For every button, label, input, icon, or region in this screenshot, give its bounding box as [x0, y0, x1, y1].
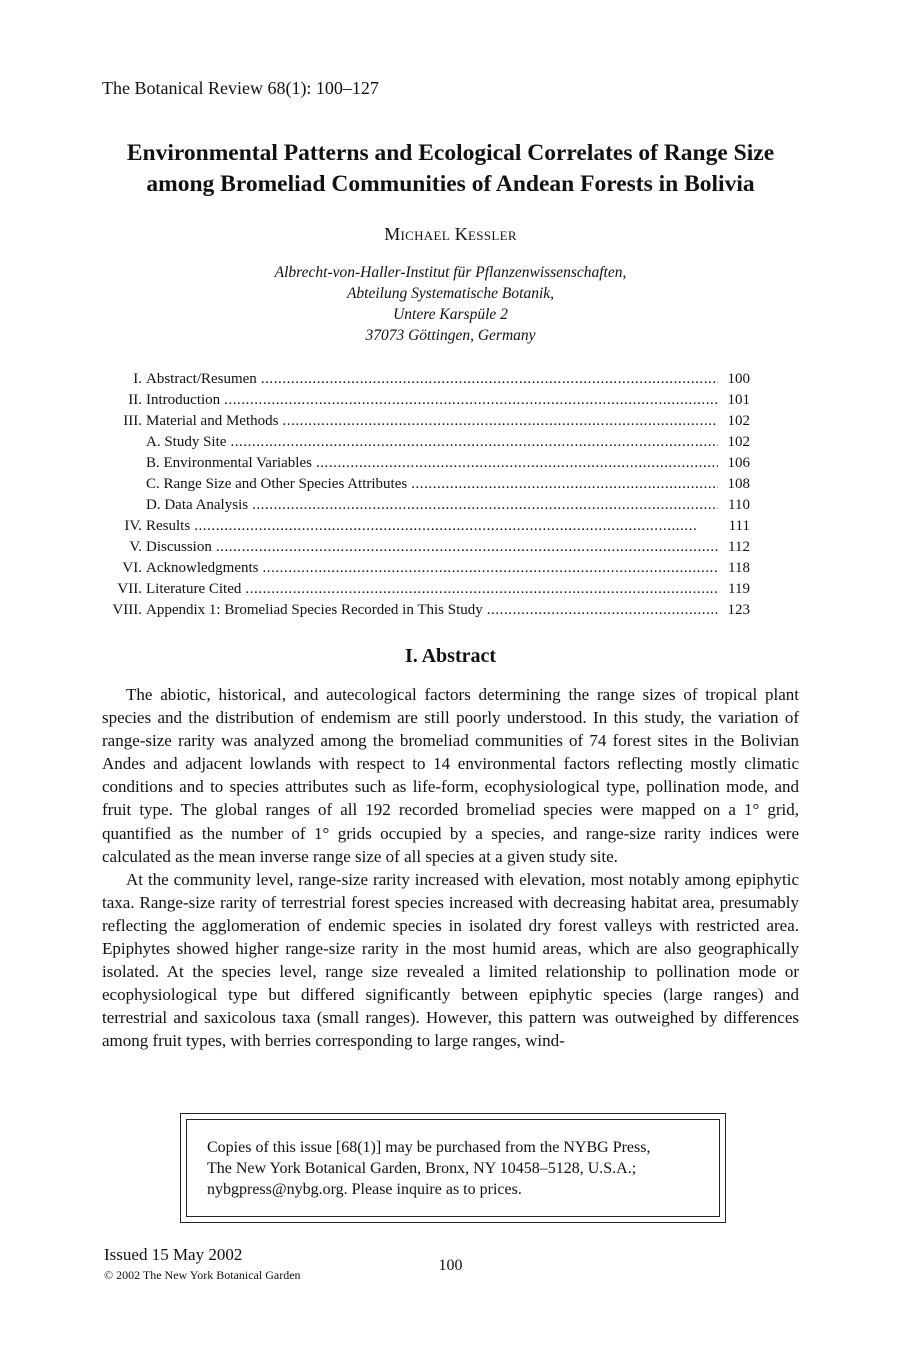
toc-entry-title: Material and Methods: [146, 413, 279, 429]
article-title-line-1: Environmental Patterns and Ecological Correlates of Range Size: [126, 140, 775, 166]
toc-entry-number: III.: [123, 413, 142, 429]
toc-entry-page: 112: [728, 539, 750, 555]
toc-entry-page: 101: [727, 392, 750, 408]
abstract-paragraph: At the community level, range-size rarity increased with elevation, most notably among epiphytic taxa. Range-size rarity of terrestrial forest species increased with decreasing habitat area, presumably reflecting the agglomeration of endemic species in isolated dry forest valleys with restricted area. Epiphytes showed higher range-size rarity in the most humid areas, which are also geographically isolated. At the species level, range size revealed a limited relationship to pollination mode or ecophysiological type but differed significantly between epiphytic species (large ranges) and terrestrial and saxicolous taxa (small ranges). However, this pattern was outweighed by differences among fruit types, with berries corresponding to large ranges, wind-: [102, 869, 799, 1051]
toc-leader-dots: [282, 411, 718, 432]
toc-entry-number: VI.: [122, 560, 142, 576]
notice-line: nybgpress@nybg.org. Please inquire as to prices.: [207, 1181, 522, 1198]
toc-entry-page: 106: [727, 455, 750, 471]
notice-line: Copies of this issue [68(1)] may be purchased from the NYBG Press,: [207, 1139, 651, 1156]
toc-entry-title: Discussion: [146, 539, 212, 555]
toc-entry-page: 102: [727, 413, 750, 429]
toc-entry-page: 100: [727, 371, 750, 387]
affiliation-line: Abteilung Systematische Botanik,: [346, 285, 555, 302]
toc-entry-title: Acknowledgments: [146, 560, 259, 576]
toc-entry-title: Literature Cited: [146, 581, 242, 597]
abstract-paragraph: The abiotic, historical, and autecological factors determining the range sizes of tropical plant species and the distribution of endemism are still poorly understood. In this study, the variation of range-size rarity was analyzed among the bromeliad communities of 74 forest sites in the Bolivian Andes and adjacent lowlands with respect to 14 environmental factors reflecting mostly climatic conditions and to species attributes such as life-form, ecophysiological type, pollination mode, and fruit type. The global ranges of all 192 recorded bromeliad species were mapped on a 1° grid, quantified as the number of 1° grids occupied by a species, and range-size rarity indices were calculated as the mean inverse range size of all species at a given study site.: [102, 685, 799, 866]
toc-entry-page: 108: [727, 476, 750, 492]
table-of-contents: [100, 369, 750, 621]
toc-entry-number: II.: [128, 392, 142, 408]
toc-leader-dots: [245, 579, 718, 600]
toc-entry-page: 119: [728, 581, 750, 597]
toc-leader-dots: [261, 369, 718, 390]
toc-entry: [100, 600, 750, 621]
copyright-notice: © 2002 The New York Botanical Garden: [104, 1268, 301, 1282]
toc-entry-number: I.: [133, 371, 142, 387]
toc-entry-number: IV.: [124, 518, 142, 534]
toc-entry-title: D. Data Analysis: [146, 497, 249, 513]
toc-leader-dots: [487, 600, 718, 621]
toc-entry: [100, 558, 750, 579]
toc-entry-page: 111: [728, 518, 750, 534]
toc-subentry: [100, 495, 750, 516]
toc-entry-title: C. Range Size and Other Species Attributes: [146, 476, 408, 492]
toc-subentry: [100, 453, 750, 474]
toc-leader-dots: [224, 390, 718, 411]
purchase-notice-box: [186, 1119, 720, 1217]
toc-entry-page: 123: [727, 602, 750, 618]
toc-entry-title: Appendix 1: Bromeliad Species Recorded in This Study: [146, 602, 483, 618]
toc-subentry: [100, 432, 750, 453]
page-number: 100: [438, 1257, 463, 1274]
toc-leader-dots: [316, 453, 718, 474]
toc-entry-page: 118: [728, 560, 750, 576]
toc-entry-number: VII.: [117, 581, 142, 597]
toc-entry: [100, 579, 750, 600]
toc-leader-dots: [216, 537, 718, 558]
toc-leader-dots: [252, 495, 718, 516]
section-heading-abstract: I. Abstract: [404, 645, 497, 667]
affiliation-line: Untere Karspüle 2: [393, 306, 508, 323]
toc-leader-dots: [230, 432, 718, 453]
journal-citation: The Botanical Review 68(1): 100–127: [102, 78, 379, 98]
toc-leader-dots: [262, 558, 718, 579]
toc-entry-title: A. Study Site: [146, 434, 227, 450]
affiliation-line: Albrecht-von-Haller-Institut für Pflanzenwissenschaften,: [274, 264, 627, 281]
toc-entry: [100, 516, 750, 537]
toc-entry-title: Introduction: [146, 392, 221, 408]
issue-date: Issued 15 May 2002: [104, 1245, 243, 1264]
toc-entry: [100, 411, 750, 432]
toc-entry-title: Abstract/Resumen: [146, 371, 257, 387]
toc-leader-dots: [411, 474, 718, 495]
toc-entry: [100, 537, 750, 558]
article-title-line-2: among Bromeliad Communities of Andean Forests in Bolivia: [146, 171, 755, 197]
author-name: Michael Kessler: [384, 224, 517, 244]
abstract-body: [102, 683, 799, 1053]
notice-line: The New York Botanical Garden, Bronx, NY 10458–5128, U.S.A.;: [207, 1160, 637, 1177]
article-title: [90, 138, 811, 200]
toc-entry-page: 110: [728, 497, 750, 513]
toc-entry-number: V.: [129, 539, 142, 555]
toc-entry: [100, 390, 750, 411]
toc-entry-page: 102: [727, 434, 750, 450]
toc-subentry: [100, 474, 750, 495]
affiliation-line: 37073 Göttingen, Germany: [365, 327, 536, 344]
toc-entry: [100, 369, 750, 390]
toc-entry-title: Results: [146, 518, 191, 534]
toc-entry-title: B. Environmental Variables: [146, 455, 312, 471]
toc-leader-dots: [194, 516, 718, 537]
author-affiliation: [0, 262, 901, 346]
toc-entry-number: VIII.: [112, 602, 142, 618]
